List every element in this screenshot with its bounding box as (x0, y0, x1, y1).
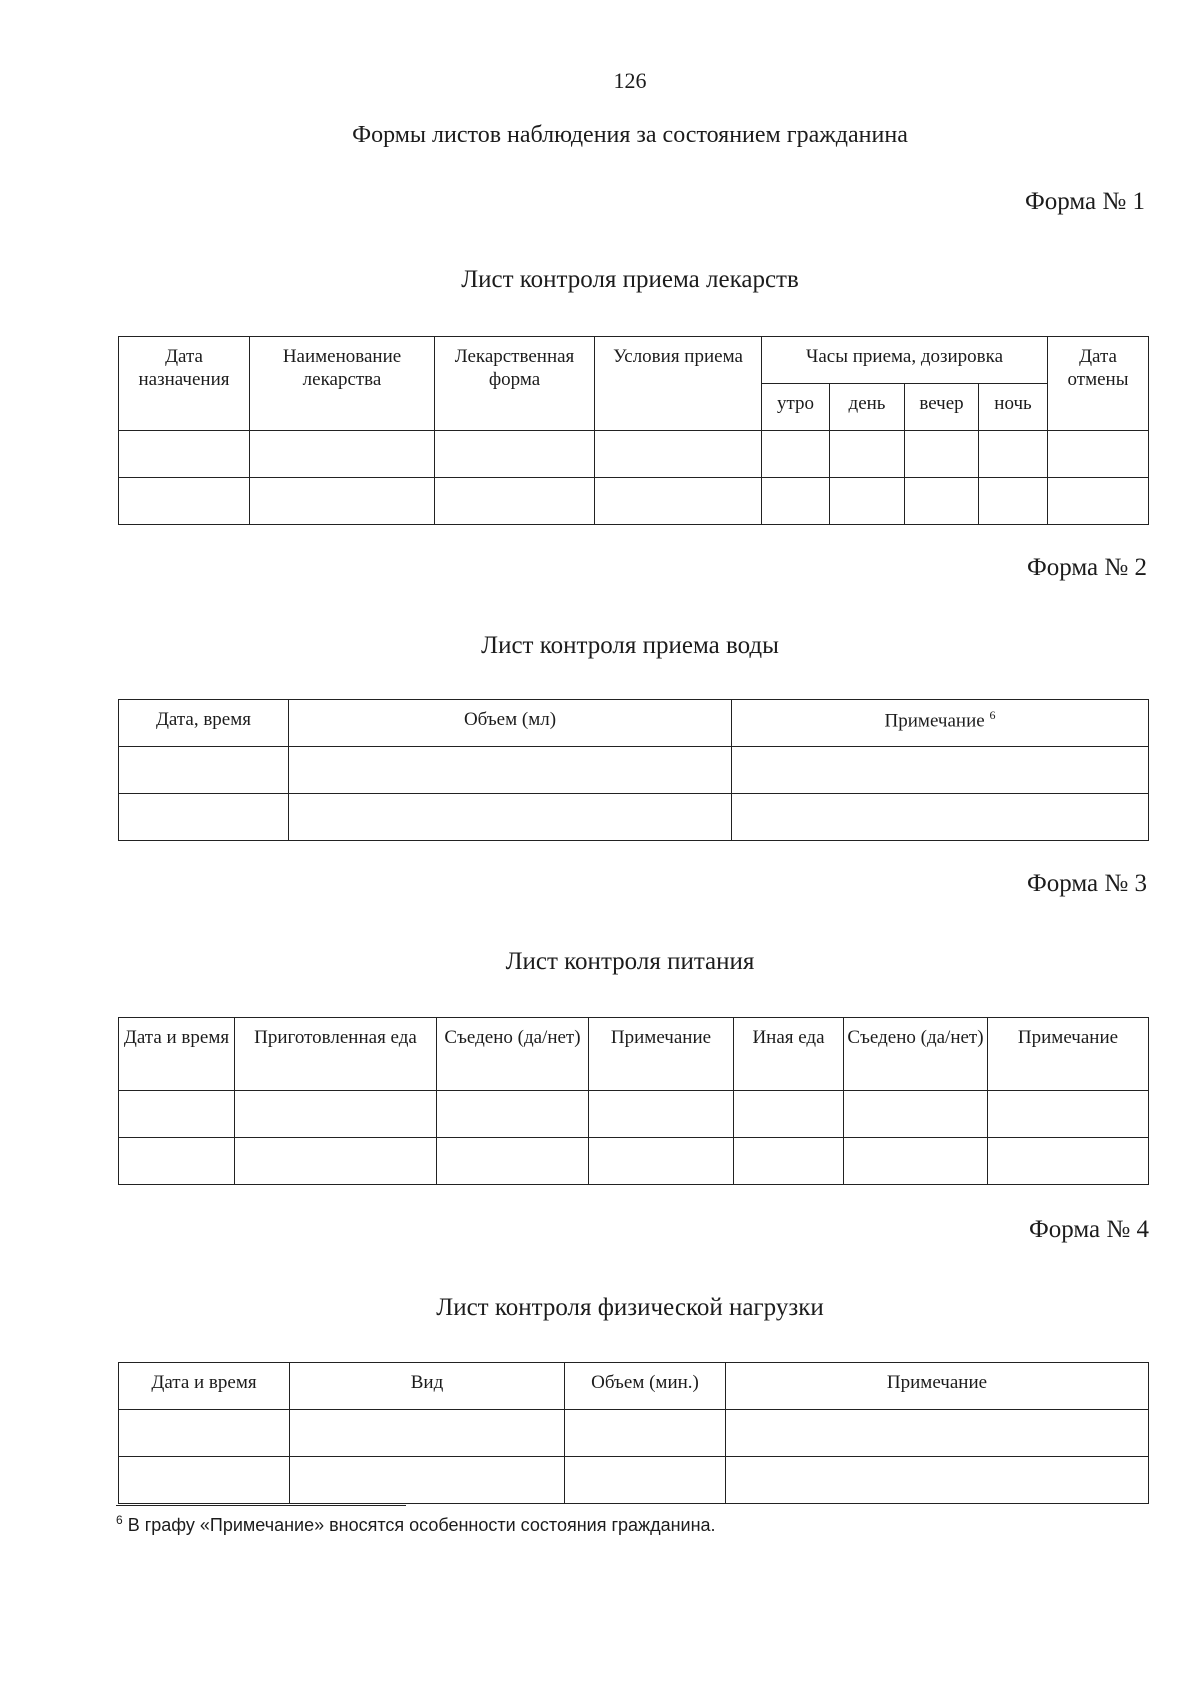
header-note: Примечание (589, 1018, 734, 1091)
table-row (119, 478, 1149, 525)
exercise-control-table (118, 1362, 1149, 1504)
form-3-label: Форма № 3 (1027, 870, 1147, 897)
form-4-title: Лист контроля физической нагрузки (436, 1294, 824, 1321)
page-title: Формы листов наблюдения за состоянием гражданина (352, 122, 908, 148)
header-prepared-food: Приготовленная еда (235, 1018, 437, 1091)
header-drug-name: Наименование лекарства (250, 337, 435, 431)
page-number: 126 (613, 68, 647, 93)
header-note (732, 700, 1149, 747)
table-row (119, 1410, 1149, 1457)
table-row (119, 1138, 1149, 1185)
form-2-label: Форма № 2 (1027, 554, 1147, 581)
footnote-ref: 6 (989, 708, 996, 722)
header-eaten-other: Съедено (да/нет) (844, 1018, 988, 1091)
header-evening: вечер (905, 384, 979, 431)
table-row (119, 1091, 1149, 1138)
header-date-assigned: Дата назначения (119, 337, 250, 431)
footnote-text: В графу «Примечание» вносятся особенности состояния гражданина. (122, 1515, 716, 1535)
header-note: Примечание (726, 1363, 1149, 1410)
header-date-time: Дата и время (119, 1018, 235, 1091)
header-other-food: Иная еда (734, 1018, 844, 1091)
form-3-title: Лист контроля питания (505, 948, 755, 975)
form-2-title: Лист контроля приема воды (481, 632, 779, 659)
form-1-label: Форма № 1 (1025, 188, 1145, 215)
header-dosage-form: Лекарственная форма (435, 337, 595, 431)
medication-control-table (118, 336, 1149, 525)
nutrition-control-table (118, 1017, 1149, 1185)
header-volume-ml: Объем (мл) (289, 700, 732, 747)
footnote-mark: 6 (116, 1513, 123, 1527)
header-note-other: Примечание (988, 1018, 1149, 1091)
header-morning: утро (762, 384, 830, 431)
footnote (116, 1513, 716, 1536)
header-volume-min: Объем (мин.) (565, 1363, 726, 1410)
form-4-label: Форма № 4 (1029, 1216, 1149, 1243)
water-control-table (118, 699, 1149, 841)
header-eaten: Съедено (да/нет) (437, 1018, 589, 1091)
header-note-text: Примечание (884, 710, 985, 732)
header-date-time: Дата, время (119, 700, 289, 747)
header-date-cancel: Дата отмены (1048, 337, 1149, 431)
header-night: ночь (979, 384, 1048, 431)
table-row (119, 747, 1149, 794)
table-row (119, 431, 1149, 478)
header-type: Вид (290, 1363, 565, 1410)
footnote-divider (116, 1505, 406, 1506)
header-conditions: Условия приема (595, 337, 762, 431)
table-row (119, 1457, 1149, 1504)
header-day: день (830, 384, 905, 431)
header-hours-dosage: Часы приема, дозировка (762, 337, 1048, 384)
header-date-time: Дата и время (119, 1363, 290, 1410)
form-1-title: Лист контроля приема лекарств (461, 266, 799, 293)
table-row (119, 794, 1149, 841)
